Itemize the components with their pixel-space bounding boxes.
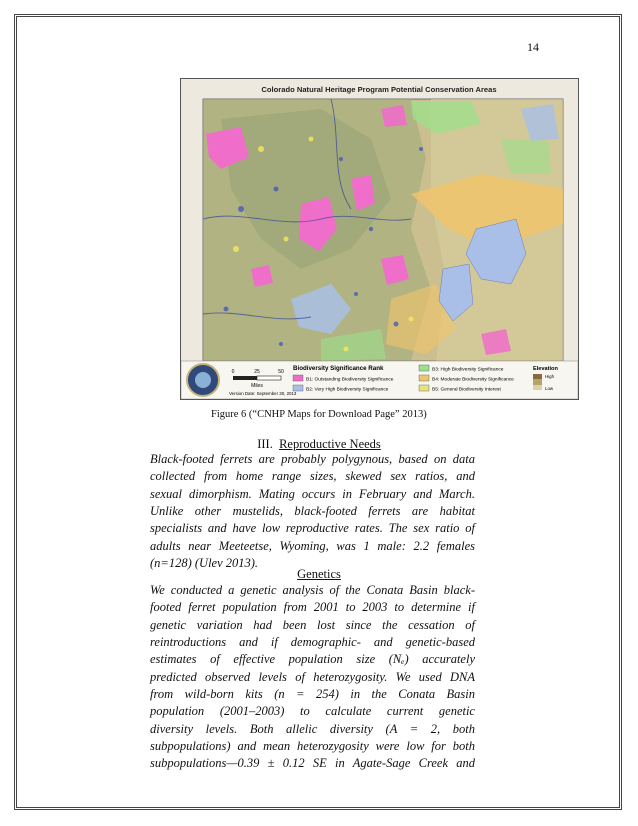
legend-label-b2: B2: Very High Biodiversity Significance <box>306 387 389 393</box>
section-heading-reproductive-needs <box>0 437 638 452</box>
conservation-map-figure <box>180 78 579 400</box>
paragraph-line: specialists and have low reproductive rates. The sex ratio of <box>150 521 475 536</box>
paragraph-line: predicted observed levels of heterozygosity. We used DNA <box>150 669 475 684</box>
paragraph-line: from wild-born kits (n = 254) in the Conata Basin <box>150 687 475 702</box>
section-title: Reproductive Needs <box>279 437 381 451</box>
section-numeral: III. <box>257 437 273 451</box>
paragraph-line: estimates of effective population size (Nₑ) accurately <box>150 652 475 667</box>
reproductive-needs-paragraph <box>150 451 475 572</box>
legend-label-b5: B5: General Biodiversity Interest <box>432 387 501 393</box>
paragraph-line: subpopulations) and mean heterozygosity were low for both <box>150 739 475 754</box>
version-date: Version Date: September 30, 2013 <box>229 391 297 396</box>
legend-swatch-b5 <box>419 385 429 391</box>
elevation-high: High <box>545 374 555 379</box>
scale-tick-25: 25 <box>254 369 260 375</box>
paragraph-line: reintroductions and if demographic- and genetic-based <box>150 635 475 650</box>
paragraph-line: adults near Meeteetse, Wyoming, was 1 male: 2.2 females <box>150 538 475 553</box>
legend-swatch-b3 <box>419 365 429 371</box>
paragraph-line: Black-footed ferrets are probably polygynous, based on data <box>150 452 475 466</box>
legend-title: Biodiversity Significance Rank <box>293 365 384 372</box>
legend-label-b4: B4: Moderate Biodiversity Significance <box>432 377 514 383</box>
legend-label-b1: B1: Outstanding Biodiversity Significance <box>306 377 394 383</box>
elevation-title: Elevation <box>533 366 558 372</box>
paragraph-line: We conducted a genetic analysis of the Conata Basin black- <box>150 583 475 597</box>
legend-swatch-b1 <box>293 375 303 381</box>
section-heading-genetics <box>0 567 638 582</box>
paragraph-line: sexual dimorphism. Mating occurs in February and March. <box>150 486 475 501</box>
elevation-low: Low <box>545 386 554 391</box>
figure-caption: Figure 6 (“CNHP Maps for Download Page” 2013) <box>211 409 427 420</box>
paragraph-line: diversity levels. Both allelic diversity (A = 2, both <box>150 721 475 736</box>
paragraph-line: collected from home range sizes, skewed sex ratios, and <box>150 469 475 484</box>
legend-swatch-b4 <box>419 375 429 381</box>
section-title: Genetics <box>297 567 341 581</box>
paragraph-line: footed ferret population from 2001 to 2003 to determine if <box>150 600 475 615</box>
paragraph-line: subpopulations—0.39 ± 0.12 SE in Agate-Sage Creek and <box>150 756 475 771</box>
scale-tick-0: 0 <box>231 369 235 375</box>
paragraph-line: (n=128) (Ulev 2013). <box>150 556 259 571</box>
paragraph-line: Unlike other mustelids, black-footed ferrets are habitat <box>150 504 475 519</box>
legend-swatch-b2 <box>293 385 303 391</box>
legend-label-b3: B3: High Biodiversity Significance <box>432 367 504 373</box>
genetics-paragraph <box>150 582 475 773</box>
scale-unit: Miles <box>251 383 263 389</box>
page-number: 14 <box>527 40 539 54</box>
scale-tick-50: 50 <box>278 369 284 375</box>
paragraph-line: population (2001–2003) to calculate current genetic <box>150 704 475 719</box>
map-title: Colorado Natural Heritage Program Potential Conservation Areas <box>261 85 497 94</box>
paragraph-line: genetic variation had been lost since the cessation of <box>150 617 475 632</box>
